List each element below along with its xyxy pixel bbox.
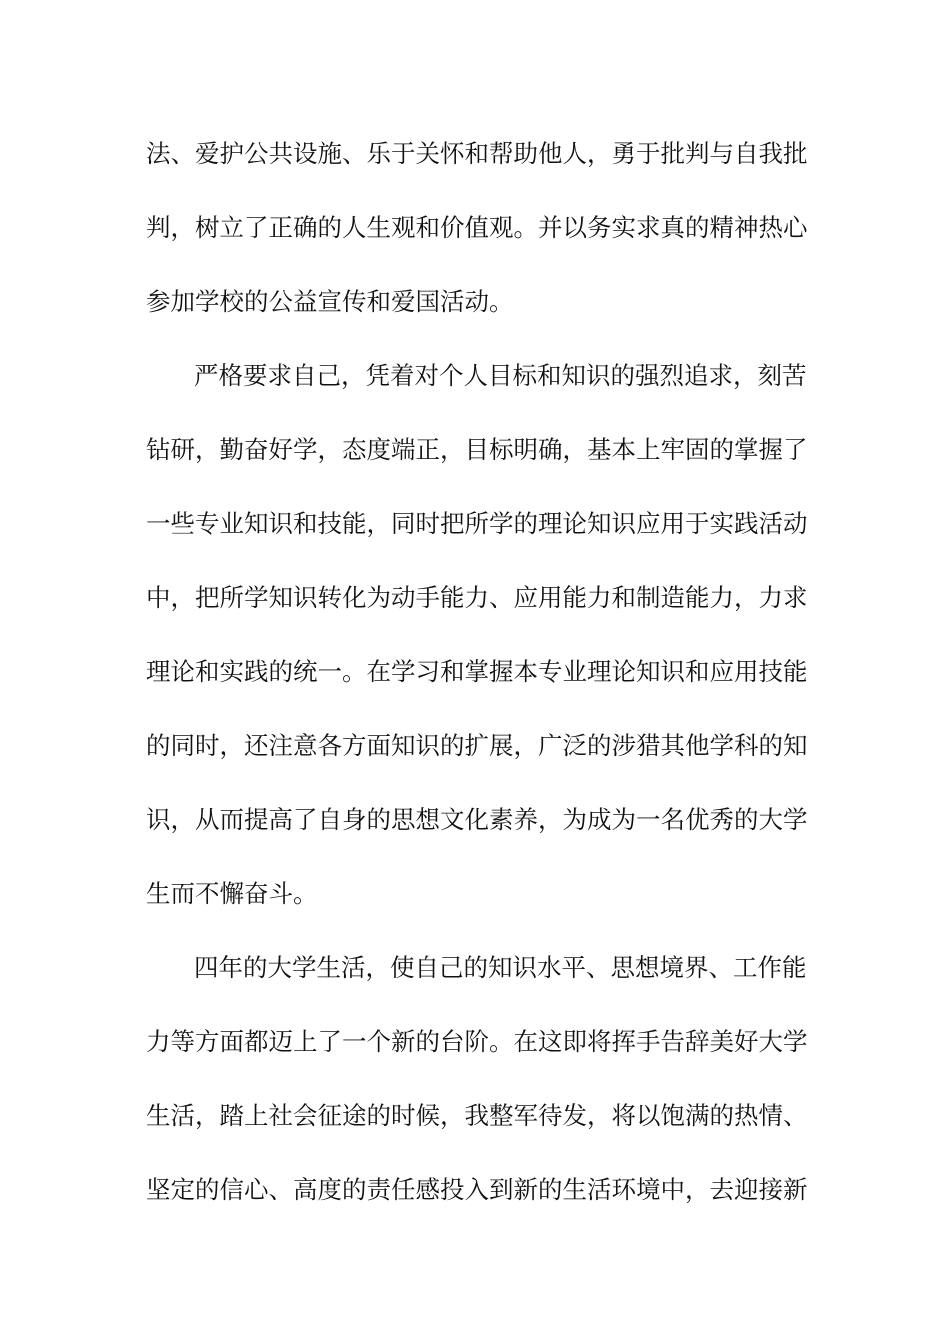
text-line: 参加学校的公益宣传和爱国活动。 [146,287,514,316]
text-line: 识，从而提高了自身的思想文化素养，为成为一名优秀的大学 [146,805,808,834]
text-line: 钻研，勤奋好学，态度端正，目标明确，基本上牢固的掌握了 [146,435,808,464]
text-line: 生活，踏上社会征途的时候，我整军待发，将以饱满的热情、 [146,1101,808,1130]
text-line: 力等方面都迈上了一个新的台阶。在这即将挥手告辞美好大学 [146,1027,808,1056]
text-line: 法、爱护公共设施、乐于关怀和帮助他人，勇于批判与自我批 [146,139,808,168]
text-line: 判，树立了正确的人生观和价值观。并以务实求真的精神热心 [146,213,808,242]
paragraph-first-line: 四年的大学生活，使自己的知识水平、思想境界、工作能 [194,953,807,982]
text-line: 坚定的信心、高度的责任感投入到新的生活环境中，去迎接新 [146,1175,808,1204]
text-line: 生而不懈奋斗。 [146,879,318,908]
text-line: 一些专业知识和技能，同时把所学的理论知识应用于实践活动 [146,509,808,538]
text-line: 的同时，还注意各方面知识的扩展，广泛的涉猎其他学科的知 [146,731,808,760]
paragraph-first-line: 严格要求自己，凭着对个人目标和知识的强烈追求，刻苦 [194,361,807,390]
text-line: 理论和实践的统一。在学习和掌握本专业理论知识和应用技能 [146,657,808,686]
text-line: 中，把所学知识转化为动手能力、应用能力和制造能力，力求 [146,583,808,612]
